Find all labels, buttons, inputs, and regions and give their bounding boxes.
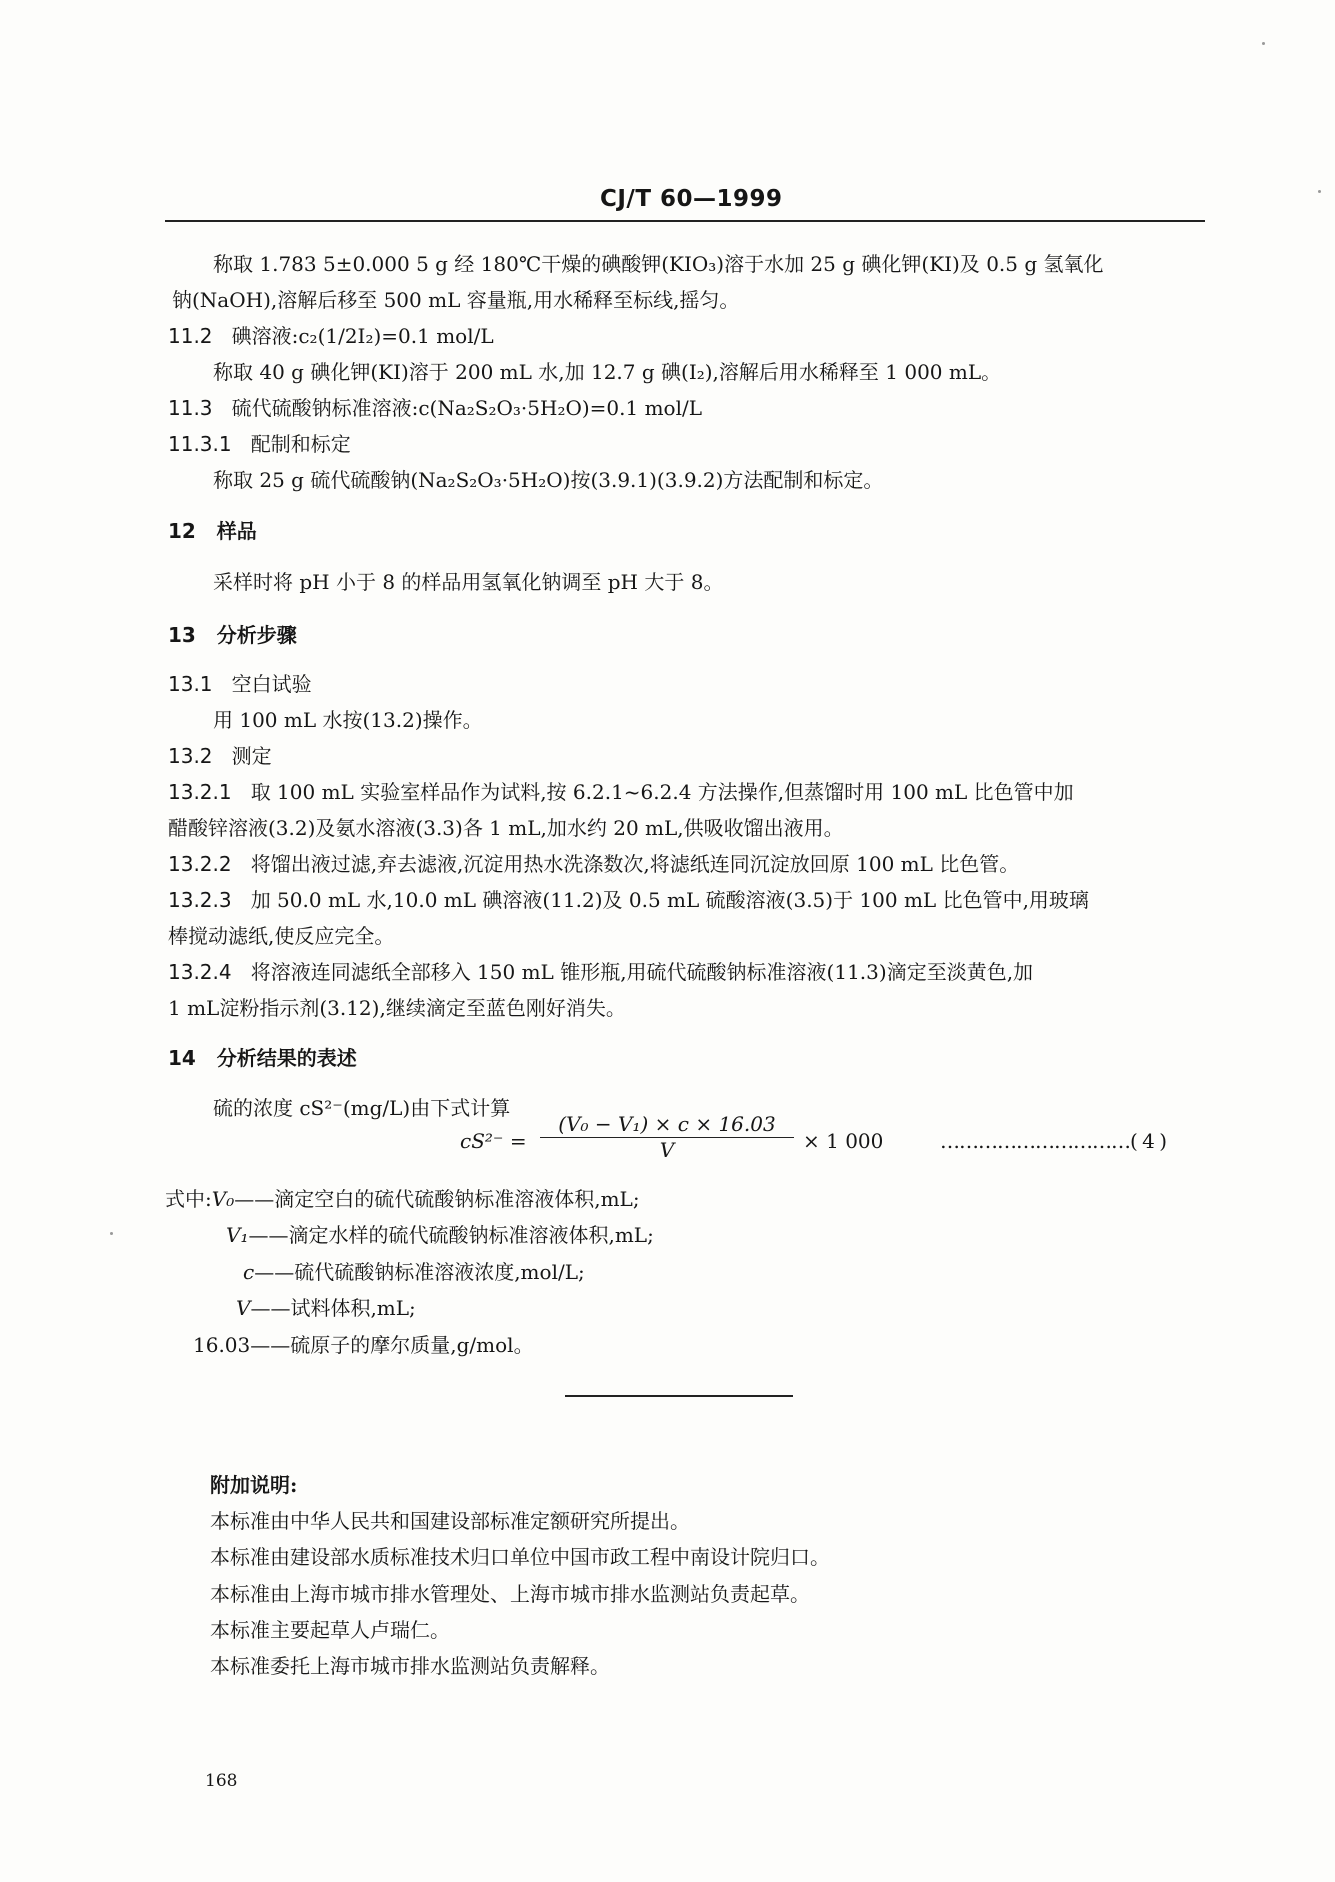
variable-description: ——试料体积,mL; <box>250 1296 416 1320</box>
section-number: 11.3 <box>168 396 213 420</box>
header-rule <box>165 220 1205 222</box>
variable-definition <box>193 1329 534 1358</box>
notes-heading: 附加说明: <box>210 1473 298 1497</box>
section-number: 11.2 <box>168 324 213 348</box>
paragraph-line: 硫的浓度 cS²⁻(mg/L)由下式计算 <box>213 1096 511 1120</box>
variable-symbol: V <box>236 1296 251 1320</box>
section-number: 13 <box>168 623 196 647</box>
note-item: 本标准由上海市城市排水管理处、上海市城市排水监测站负责起草。 <box>210 1582 810 1606</box>
formula-denominator: V <box>659 1138 675 1162</box>
note-item: 本标准由建设部水质标准技术归口单位中国市政工程中南设计院归口。 <box>210 1545 830 1569</box>
section-number: 12 <box>168 519 196 543</box>
scan-speck <box>110 1232 113 1235</box>
section-text: 将馏出液过滤,弃去滤液,沉淀用热水洗涤数次,将滤纸连同沉淀放回原 100 mL 比色管。 <box>250 852 1020 876</box>
section-14 <box>168 1042 357 1071</box>
section-number: 11.3.1 <box>168 432 232 456</box>
section-number: 13.2.1 <box>168 780 232 804</box>
formula-multiplier: × 1 000 <box>803 1129 884 1153</box>
variable-definition <box>243 1256 585 1285</box>
section-number: 13.1 <box>168 672 213 696</box>
section-13 <box>168 619 297 648</box>
section-title: 空白试验 <box>231 672 312 696</box>
paragraph-line: 采样时将 pH 小于 8 的样品用氢氧化钠调至 pH 大于 8。 <box>213 570 724 594</box>
section-number: 13.2.3 <box>168 888 232 912</box>
section-11-3 <box>168 392 702 421</box>
scan-speck <box>1262 42 1265 45</box>
paragraph-line: 1 mL淀粉指示剂(3.12),继续滴定至蓝色刚好消失。 <box>168 996 626 1020</box>
variable-symbol: V₀ <box>211 1187 235 1211</box>
variable-definition <box>226 1219 654 1248</box>
section-11-2 <box>168 320 494 349</box>
section-number: 13.2 <box>168 744 213 768</box>
variable-symbol: 16.03 <box>193 1333 251 1357</box>
section-text: 取 100 mL 实验室样品作为试料,按 6.2.1~6.2.4 方法操作,但蒸馏时用 100 mL 比色管中加 <box>250 780 1074 804</box>
variable-description: ——硫代硫酸钠标准溶液浓度,mol/L; <box>254 1260 585 1284</box>
formula-numerator: (V₀ − V₁) × c × 16.03 <box>540 1112 794 1138</box>
section-title: 样品 <box>216 519 257 543</box>
section-13-2-4 <box>168 956 1033 985</box>
variable-description: ——滴定空白的硫代硫酸钠标准溶液体积,mL; <box>234 1187 640 1211</box>
paragraph-line: 用 100 mL 水按(13.2)操作。 <box>213 708 483 732</box>
section-number: 13.2.4 <box>168 960 232 984</box>
section-title: 测定 <box>231 744 272 768</box>
section-title: 碘溶液:c₂(1/2I₂)=0.1 mol/L <box>231 324 494 348</box>
section-13-2-2 <box>168 848 1019 877</box>
variable-description: ——硫原子的摩尔质量,g/mol。 <box>250 1333 534 1357</box>
paragraph-line: 称取 25 g 硫代硫酸钠(Na₂S₂O₃·5H₂O)按(3.9.1)(3.9.2)方法配制和标定。 <box>213 468 884 492</box>
note-item: 本标准由中华人民共和国建设部标准定额研究所提出。 <box>210 1509 690 1533</box>
variable-definition <box>236 1292 416 1321</box>
paragraph-line: 称取 1.783 5±0.000 5 g 经 180℃干燥的碘酸钾(KIO₃)溶于水加 25 g 碘化钾(KI)及 0.5 g 氢氧化 <box>213 252 1104 276</box>
formula-fraction <box>540 1112 794 1162</box>
variable-symbol: V₁ <box>226 1223 249 1247</box>
variable-definition <box>165 1183 640 1212</box>
paragraph-line: 醋酸锌溶液(3.2)及氨水溶液(3.3)各 1 mL,加水约 20 mL,供吸收馏出液用。 <box>168 816 844 840</box>
variable-symbol: c <box>243 1260 255 1284</box>
section-title: 分析结果的表述 <box>216 1046 357 1070</box>
paragraph-line: 棒搅动滤纸,使反应完全。 <box>168 924 395 948</box>
where-label: 式中: <box>165 1187 212 1211</box>
note-item: 本标准主要起草人卢瑞仁。 <box>210 1618 450 1642</box>
end-separator <box>565 1395 793 1397</box>
formula-number: …………………………( 4 ) <box>940 1129 1167 1153</box>
section-number: 13.2.2 <box>168 852 232 876</box>
section-13-2-3 <box>168 884 1089 913</box>
paragraph-line: 称取 40 g 碘化钾(KI)溶于 200 mL 水,加 12.7 g 碘(I₂),溶解后用水稀释至 1 000 mL。 <box>213 360 1002 384</box>
section-text: 将溶液连同滤纸全部移入 150 mL 锥形瓶,用硫代硫酸钠标准溶液(11.3)滴定至淡黄色,加 <box>250 960 1034 984</box>
section-number: 14 <box>168 1046 196 1070</box>
section-text: 加 50.0 mL 水,10.0 mL 碘溶液(11.2)及 0.5 mL 硫酸溶液(3.5)于 100 mL 比色管中,用玻璃 <box>250 888 1089 912</box>
formula-lhs: cS²⁻ = <box>460 1129 527 1153</box>
section-13-1 <box>168 668 312 697</box>
section-13-2-1 <box>168 776 1074 805</box>
section-title: 分析步骤 <box>216 623 297 647</box>
page-number: 168 <box>205 1771 238 1791</box>
note-item: 本标准委托上海市城市排水监测站负责解释。 <box>210 1654 610 1678</box>
paragraph-line: 钠(NaOH),溶解后移至 500 mL 容量瓶,用水稀释至标线,摇匀。 <box>172 288 740 312</box>
section-title: 硫代硫酸钠标准溶液:c(Na₂S₂O₃·5H₂O)=0.1 mol/L <box>231 396 703 420</box>
section-13-2 <box>168 740 272 769</box>
variable-description: ——滴定水样的硫代硫酸钠标准溶液体积,mL; <box>248 1223 654 1247</box>
section-11-3-1 <box>168 428 351 457</box>
section-title: 配制和标定 <box>250 432 351 456</box>
scan-speck <box>1318 190 1321 193</box>
section-12 <box>168 515 257 544</box>
document-code: CJ/T 60—1999 <box>600 186 783 212</box>
